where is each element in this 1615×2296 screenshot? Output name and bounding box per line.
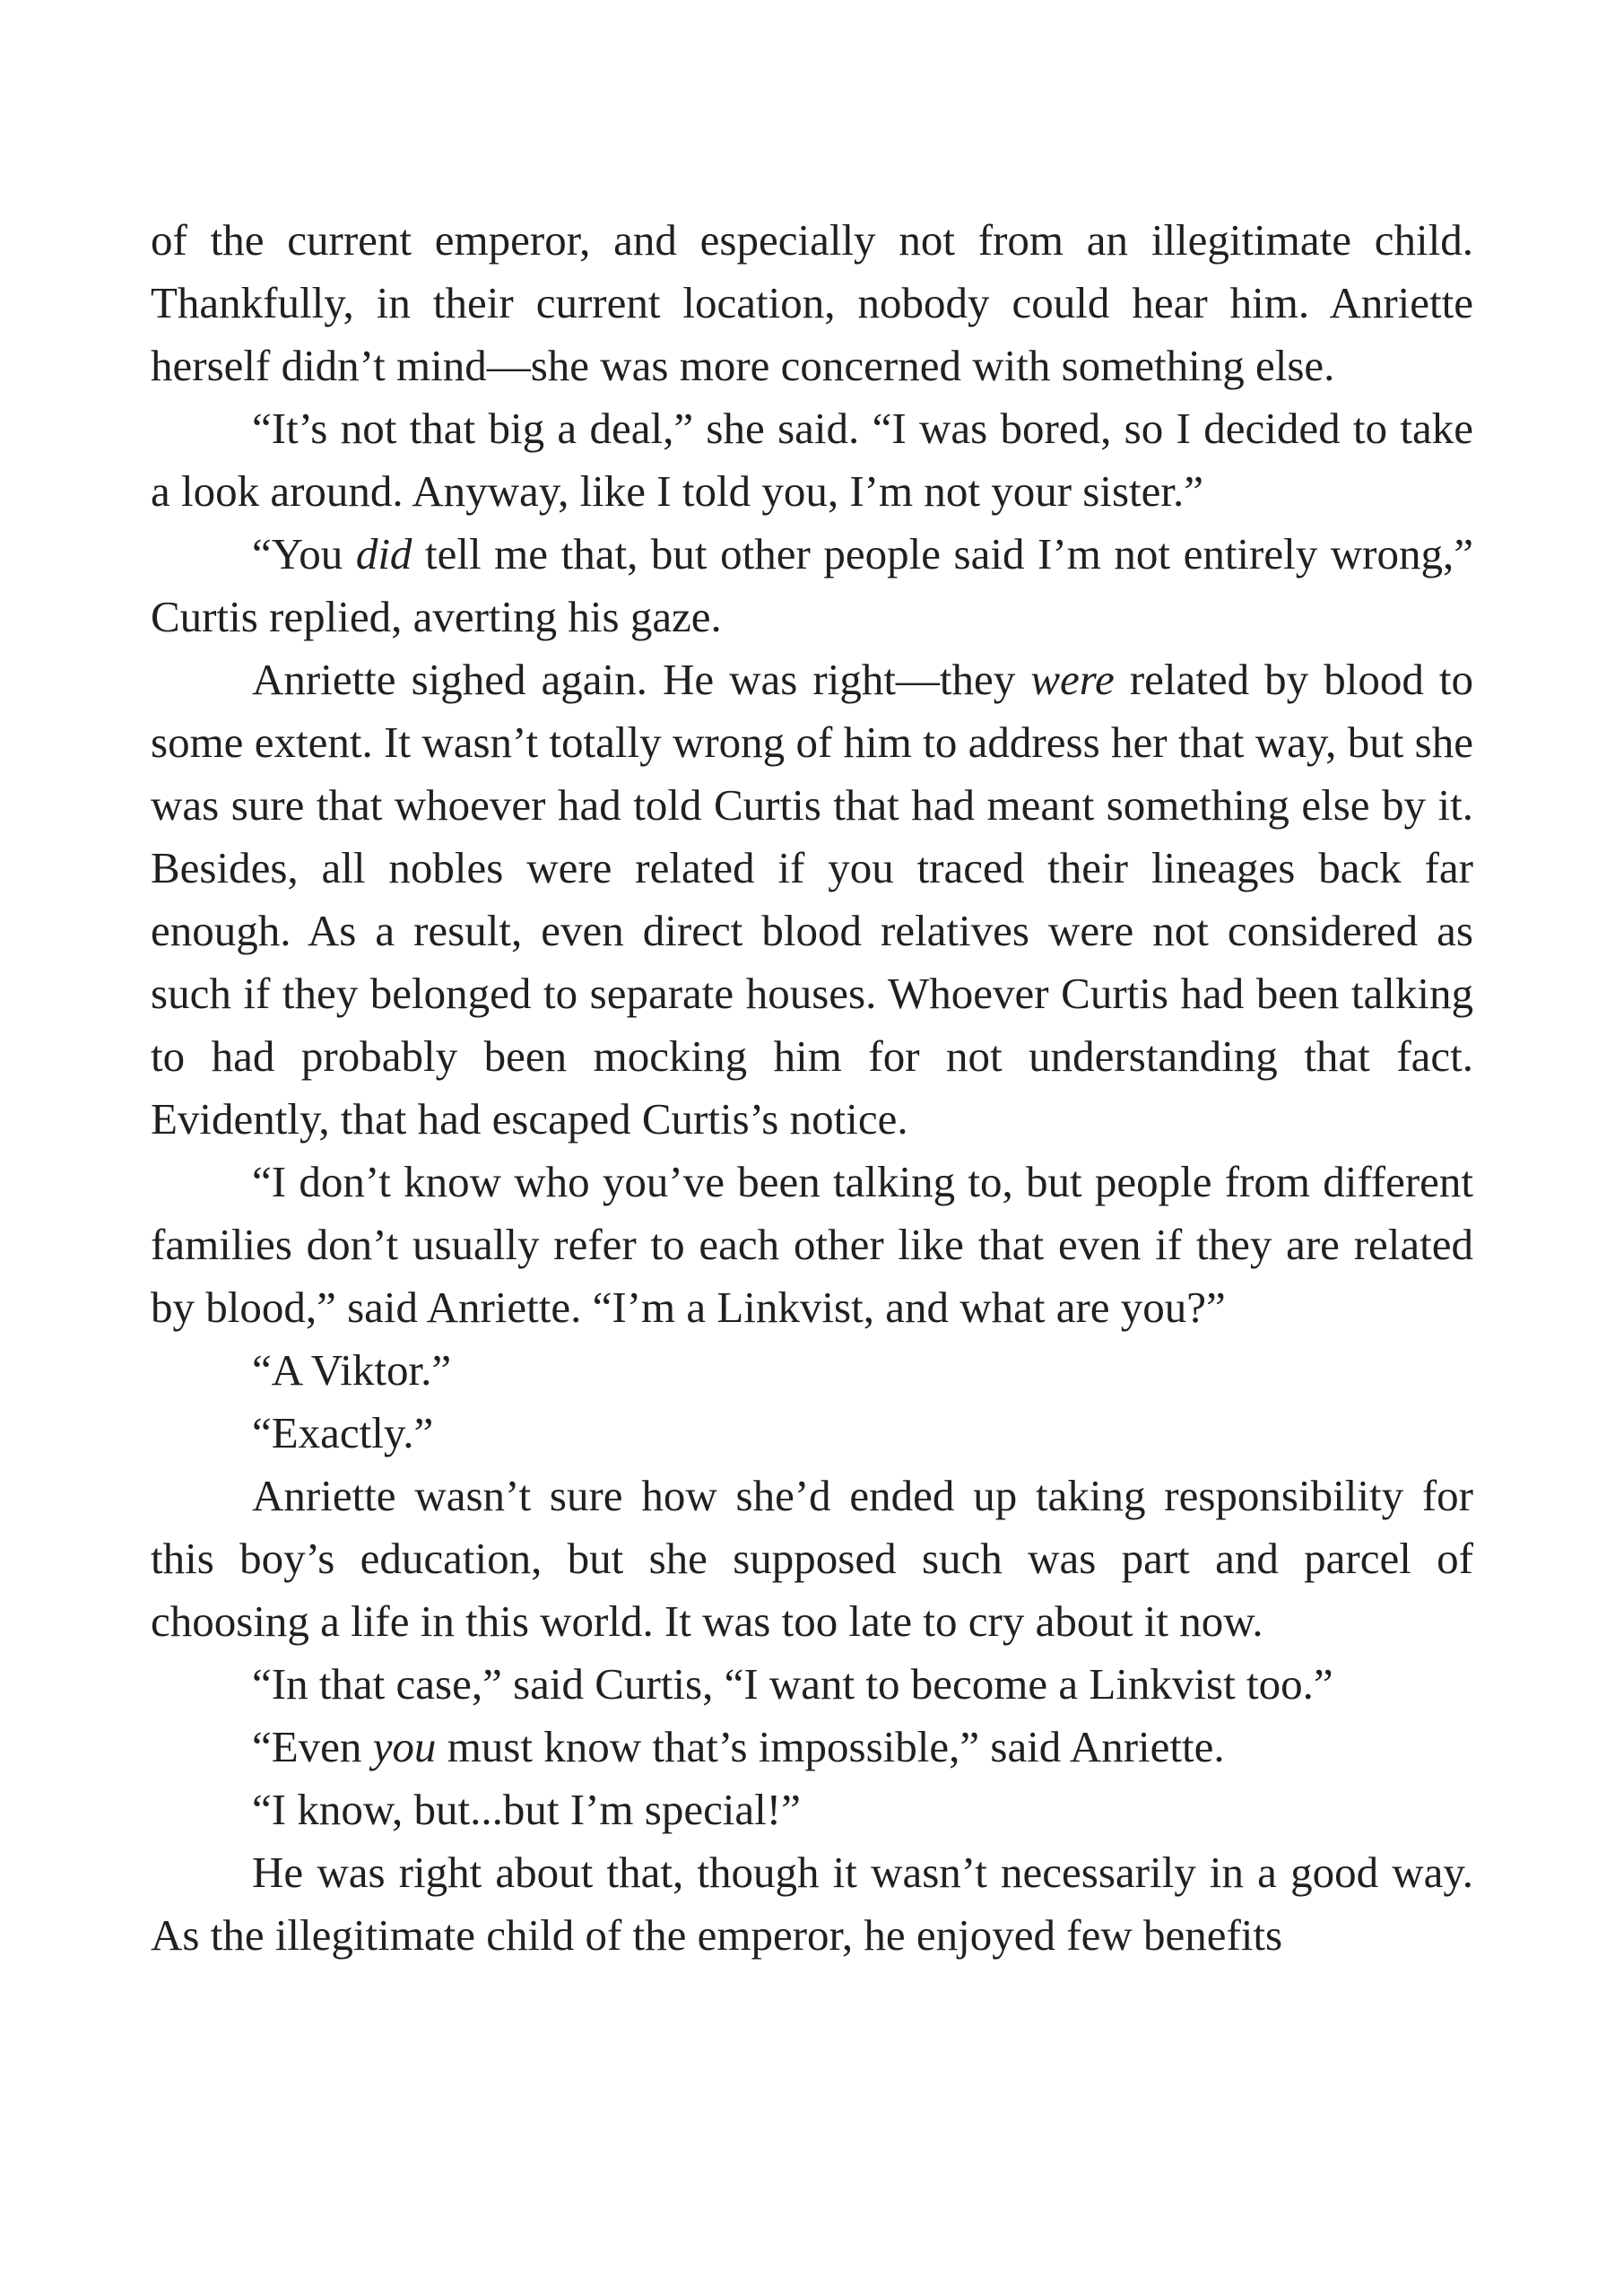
text-run: “It’s not that big a deal,” she said. “I was bored, so I decided to take a look around. Anyway, like I told you, I’m not your sister.”	[151, 404, 1473, 516]
text-run: must know that’s impossible,” said Anriette.	[436, 1722, 1225, 1771]
text-run: tell me that, but other people said I’m not entirely wrong,” Curtis replied, averting his gaze.	[151, 529, 1474, 641]
text-run: He was right about that, though it wasn’t necessarily in a good way. As the illegitimate child of the emperor, he enjoyed few benefits	[151, 1848, 1473, 1960]
paragraph	[151, 1653, 1473, 1716]
page-body	[151, 209, 1473, 1967]
italic-run: were	[1030, 655, 1115, 704]
text-run: “I don’t know who you’ve been talking to, but people from different families don’t usually refer to each other like that even if they are related by blood,” said Anriette. “I’m a Linkvist, and what are you?”	[151, 1157, 1473, 1332]
paragraph	[151, 1465, 1473, 1653]
text-run: “Exactly.”	[252, 1408, 434, 1457]
italic-run: did	[355, 529, 412, 578]
paragraph	[151, 1716, 1473, 1779]
paragraph	[151, 1779, 1473, 1841]
text-run: “I know, but...but I’m special!”	[252, 1785, 801, 1834]
text-run: “In that case,” said Curtis, “I want to become a Linkvist too.”	[252, 1659, 1333, 1709]
paragraph	[151, 1339, 1473, 1402]
text-run: of the current emperor, and especially not from an illegitimate child. Thankfully, in their current location, nobody could hear him. Anriette herself didn’t mind—she was more concerned with something else.	[151, 215, 1473, 390]
paragraph	[151, 523, 1473, 648]
paragraph	[151, 1841, 1473, 1967]
text-run: “A Viktor.”	[252, 1345, 452, 1395]
text-run: Anriette sighed again. He was right—they	[252, 655, 1031, 704]
paragraph	[151, 397, 1473, 523]
paragraph	[151, 1151, 1473, 1339]
text-run: “Even	[252, 1722, 373, 1771]
text-run: “You	[252, 529, 356, 578]
paragraph	[151, 648, 1473, 1151]
italic-run: you	[372, 1722, 437, 1771]
paragraph	[151, 1402, 1473, 1465]
text-run: Anriette wasn’t sure how she’d ended up taking responsibility for this boy’s education, but she supposed such was part and parcel of choosing a life in this world. It was too late to cry about it now.	[151, 1471, 1473, 1646]
paragraph	[151, 209, 1473, 397]
text-run: related by blood to some extent. It wasn’t totally wrong of him to address her that way, but she was sure that whoever had told Curtis that had meant something else by it. Besides, all nobles were related if you traced their lineages back far enough. As a result, even direct blood relatives were not considered as such if they belonged to separate houses. Whoever Curtis had been talking to had probably been mocking him for not understanding that fact. Evidently, that had escaped Curtis’s notice.	[151, 655, 1473, 1144]
